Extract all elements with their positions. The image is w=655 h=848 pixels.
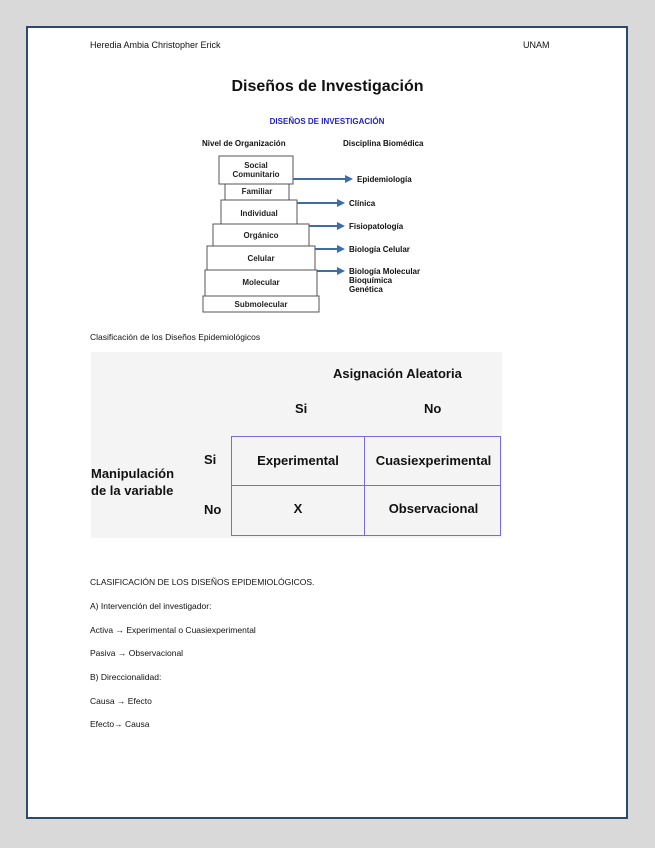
level-celular: Celular: [247, 254, 275, 263]
row-no: No: [204, 502, 222, 517]
section-a: A) Intervención del investigador:: [90, 601, 212, 611]
research-design-diagram: [197, 108, 457, 320]
cell-experimental: Experimental: [257, 453, 339, 468]
level-social: Social Comunitario: [232, 161, 280, 179]
section-causa: Causa → Efecto: [90, 696, 152, 706]
discipline-fisiopatologia: Fisiopatología: [349, 222, 404, 231]
header-author: Heredia Ambia Christopher Erick: [90, 40, 221, 50]
table-grid: [231, 436, 501, 536]
level-individual: Individual: [240, 209, 278, 218]
row-si: Si: [204, 452, 217, 467]
cell-cuasiexperimental: Cuasiexperimental: [375, 453, 492, 468]
col-no: No: [424, 401, 442, 416]
classification-table: [91, 352, 502, 538]
section-efecto: Efecto→ Causa: [90, 719, 150, 729]
section-heading: CLASIFICACIÓN DE LOS DISEÑOS EPIDEMIOLÓGICOS.: [90, 577, 315, 587]
level-familiar: Familiar: [241, 187, 273, 196]
discipline-clinica: Clínica: [349, 199, 376, 208]
level-molecular: Molecular: [242, 278, 280, 287]
level-organico: Orgánico: [243, 231, 279, 240]
section-b: B) Direccionalidad:: [90, 672, 162, 682]
level-submolecular: Submolecular: [234, 300, 288, 309]
discipline-epidemiologia: Epidemiología: [357, 175, 412, 184]
col-title: Asignación Aleatoria: [333, 366, 462, 381]
cell-observacional: Observacional: [388, 501, 479, 516]
section-activa: Activa → Experimental o Cuasiexperimental: [90, 625, 256, 635]
col-si: Si: [295, 401, 308, 416]
right-header: Disciplina Biomédica: [343, 139, 424, 148]
diagram-title: DISEÑOS DE INVESTIGACIÓN: [269, 117, 385, 126]
discipline-biologia-celular: Biología Celular: [349, 245, 410, 254]
section-pasiva: Pasiva → Observacional: [90, 648, 184, 658]
discipline-biologia-molecular: Biología Molecular Bioquímica Genética: [349, 267, 421, 294]
cell-x: X: [293, 501, 303, 516]
left-header: Nivel de Organización: [202, 139, 286, 148]
page-title: Diseños de Investigación: [231, 78, 424, 95]
row-title-1: Manipulación: [91, 466, 175, 481]
header-institution: UNAM: [523, 40, 550, 50]
figure-caption: Clasificación de los Diseños Epidemiológicos: [90, 332, 261, 342]
row-title-2: de la variable: [91, 483, 174, 498]
